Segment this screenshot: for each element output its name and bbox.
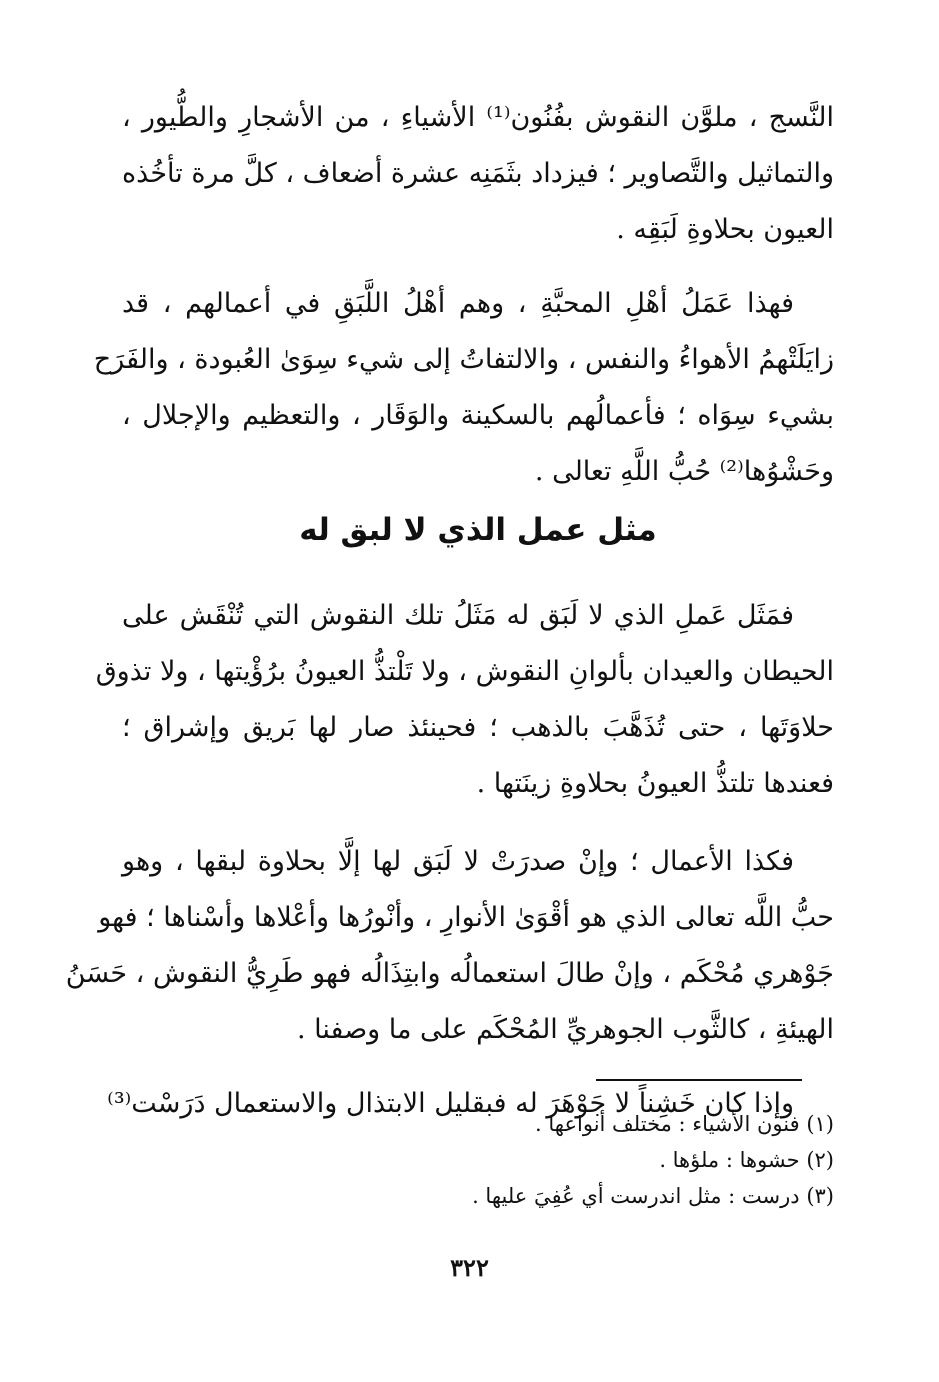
- text-line: والتماثيل والتَّصاوير ؛ فيزداد بثَمَنِه عشرة أضعاف ، كلَّ مرة تأخُذه: [122, 158, 834, 189]
- text-line: جَوْهري مُحْكَم ، وإنْ طالَ استعمالُه وابتِذَالُه فهو طَرِيُّ النقوش ، حَسَنُ: [65, 958, 834, 989]
- footnote: (٢) حشوها : ملؤها .: [659, 1148, 834, 1172]
- footnote: (٣) درست : مثل اندرست أي عُفِيَ عليها .: [472, 1184, 834, 1208]
- text-line: فعندها تلتذُّ العيونُ بحلاوةِ زينَتها .: [476, 768, 834, 799]
- text-line: حبُّ اللَّه تعالى الذي هو أقْوَىٰ الأنوارِ ، وأنْورُها وأعْلاها وأسْناها ؛ فهو: [98, 902, 834, 933]
- text-line: الحيطان والعيدان بألوانِ النقوش ، ولا تَلْتذُّ العيونُ برُؤْيتها ، ولا تذوق: [95, 656, 834, 687]
- footnote: (١) فنون الأشياء : مختلف أنواعها .: [535, 1112, 834, 1136]
- footnotes: [122, 1106, 834, 1214]
- text-line: فهذا عَمَلُ أهْلِ المحبَّةِ ، وهم أهْلُ اللَّبَقِ في أعمالهم ، قد: [122, 288, 794, 319]
- paragraph: [95, 588, 834, 812]
- paragraph: [65, 834, 834, 1058]
- body-text-top: [93, 90, 835, 500]
- text-line: وحَشْوُها⁽²⁾ حُبُّ اللَّهِ تعالى .: [534, 456, 834, 487]
- footnote-separator: [596, 1079, 802, 1081]
- text-line: الهيئةِ ، كالثَّوب الجوهريِّ المُحْكَم على ما وصفنا .: [297, 1014, 834, 1045]
- page-number: ٣٢٢: [450, 1253, 489, 1282]
- text-line: العيون بحلاوةِ لَبَقِه .: [616, 214, 834, 245]
- text-line: وإذا كان خَشِناً لا جَوْهَرَ له فبقليل الابتذال والاستعمال دَرَسْت⁽³⁾: [107, 1088, 794, 1119]
- body-text-bottom: [65, 588, 834, 1132]
- text-line: النَّسج ، ملوَّن النقوش بفُنُون⁽¹⁾ الأشياءِ ، من الأشجارِ والطُّيور ،: [122, 102, 835, 133]
- paragraph: [93, 276, 834, 500]
- section-heading: مثل عمل الذي لا لبق له: [299, 512, 657, 548]
- text-line: فكذا الأعمال ؛ وإنْ صدرَتْ لا لَبَق لها إلَّا بحلاوة لبقها ، وهو: [122, 846, 794, 877]
- paragraph: [122, 90, 834, 258]
- text-line: حلاوَتَها ، حتى تُذَهَّبَ بالذهب ؛ فحينئذ صار لها بَريق وإشراق ؛: [122, 712, 834, 743]
- text-line: بشيء سِوَاه ؛ فأعمالُهم بالسكينة والوَقَار ، والتعظيم والإجلال ،: [122, 400, 834, 431]
- text-line: زايَلَتْهمُ الأهواءُ والنفس ، والالتفاتُ إلى شيء سِوَىٰ العُبودة ، والفَرَح: [93, 344, 834, 375]
- text-line: فمَثَل عَملِ الذي لا لَبَق له مَثَلُ تلك النقوش التي تُنْقَش على: [122, 600, 794, 631]
